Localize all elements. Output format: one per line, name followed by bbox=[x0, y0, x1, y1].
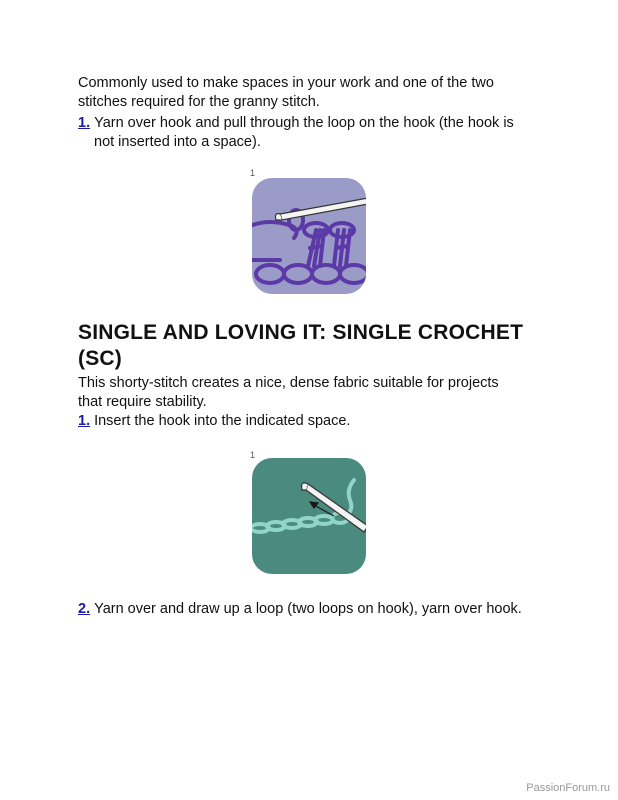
step-number-link[interactable]: 1. bbox=[78, 413, 91, 429]
chain-step-1: 1. Yarn over hook and pull through the loop on the hook (the hook is not inserted into a space). bbox=[78, 115, 514, 150]
figure-label: 1 bbox=[250, 168, 256, 178]
sc-step-2: 2. Yarn over and draw up a loop (two loops on hook), yarn over hook. bbox=[78, 601, 522, 617]
section-heading: SINGLE AND LOVING IT: SINGLE CROCHET (SC) bbox=[78, 321, 524, 370]
step-number-link[interactable]: 1. bbox=[78, 115, 91, 131]
intro-text: Commonly used to make spaces in your work and one of the two stitches required for the granny stitch. bbox=[78, 75, 494, 110]
chain-stitch-illustration bbox=[250, 168, 370, 298]
figure-chain-stitch bbox=[250, 168, 370, 298]
figure-label: 1 bbox=[250, 450, 256, 460]
step-number-link[interactable]: 2. bbox=[78, 601, 91, 617]
watermark: PassionForum.ru bbox=[526, 782, 610, 794]
sc-step-1: 1. Insert the hook into the indicated space. bbox=[78, 413, 351, 429]
section-description: This shorty-stitch creates a nice, dense fabric suitable for projects that require stability. bbox=[78, 375, 499, 410]
figure-single-crochet bbox=[250, 450, 370, 580]
single-crochet-illustration bbox=[250, 450, 370, 580]
